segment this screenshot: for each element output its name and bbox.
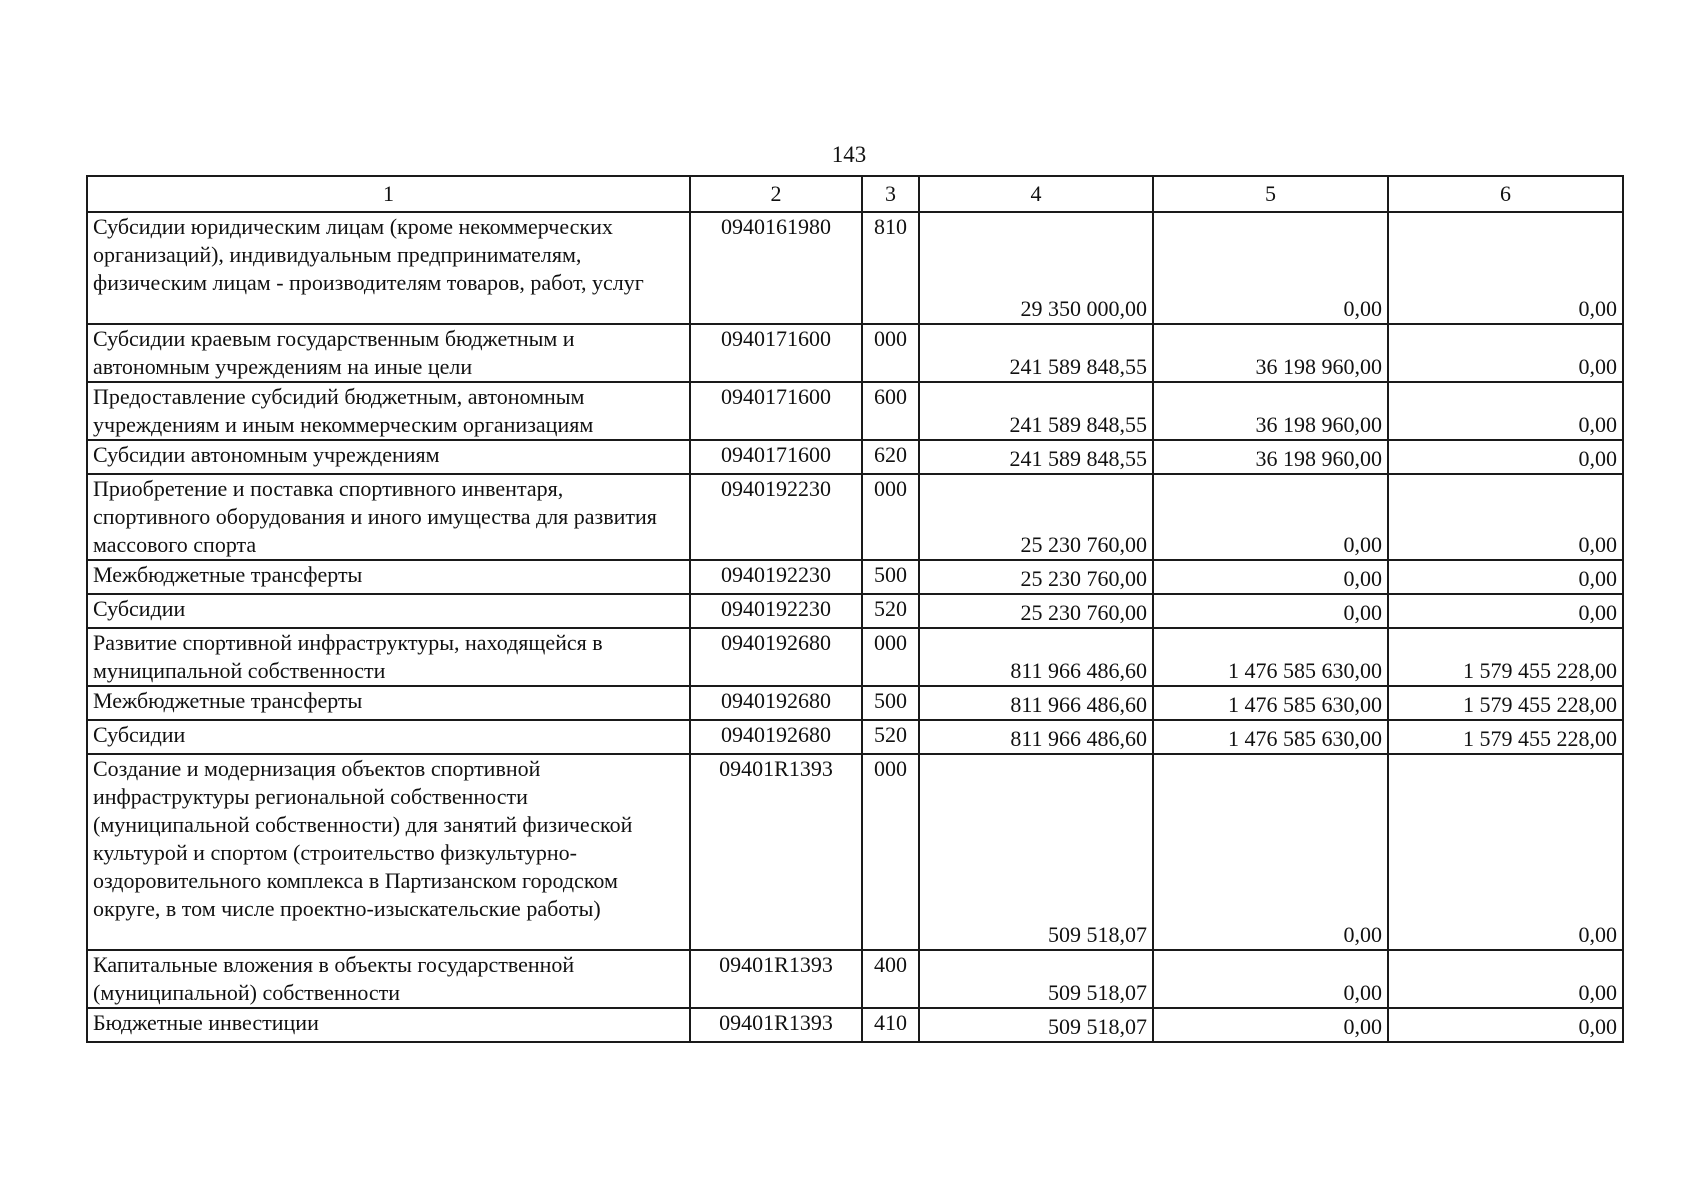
row-value-col6: 0,00 [1388,594,1623,628]
row-value-col6: 1 579 455 228,00 [1388,720,1623,754]
header-col-1: 1 [87,176,690,212]
table-row [87,440,1623,474]
header-col-5: 5 [1153,176,1388,212]
row-type: 000 [862,754,919,950]
row-type: 520 [862,720,919,754]
table-body [87,176,1623,1042]
row-name: Межбюджетные трансферты [87,560,690,594]
table-row [87,1008,1623,1042]
row-value-col6: 0,00 [1388,950,1623,1008]
row-value-col6: 0,00 [1388,382,1623,440]
row-code: 0940192680 [690,720,862,754]
row-value-col4: 25 230 760,00 [919,560,1153,594]
row-type: 600 [862,382,919,440]
row-code: 0940171600 [690,324,862,382]
row-code: 0940192680 [690,686,862,720]
row-value-col4: 241 589 848,55 [919,324,1153,382]
header-col-6: 6 [1388,176,1623,212]
row-value-col4: 25 230 760,00 [919,474,1153,560]
row-code: 09401R1393 [690,754,862,950]
row-value-col6: 0,00 [1388,754,1623,950]
row-type: 000 [862,628,919,686]
row-value-col4: 811 966 486,60 [919,686,1153,720]
table-row [87,754,1623,950]
row-value-col5: 0,00 [1153,212,1388,324]
page-number: 143 [831,142,867,167]
row-value-col5: 0,00 [1153,950,1388,1008]
row-code: 09401R1393 [690,950,862,1008]
row-name: Развитие спортивной инфраструктуры, находящейся в муниципальной собственности [87,628,690,686]
row-type: 400 [862,950,919,1008]
row-value-col6: 0,00 [1388,324,1623,382]
table-row [87,474,1623,560]
row-value-col5: 0,00 [1153,594,1388,628]
row-name: Субсидии [87,720,690,754]
row-value-col6: 0,00 [1388,474,1623,560]
row-value-col4: 509 518,07 [919,950,1153,1008]
header-col-3: 3 [862,176,919,212]
table-row [87,686,1623,720]
row-name: Субсидии [87,594,690,628]
row-value-col5: 1 476 585 630,00 [1153,720,1388,754]
row-value-col4: 241 589 848,55 [919,382,1153,440]
row-value-col6: 0,00 [1388,440,1623,474]
row-name: Предоставление субсидий бюджетным, автономным учреждениям и иным некоммерческим организациям [87,382,690,440]
table-row [87,628,1623,686]
row-value-col4: 29 350 000,00 [919,212,1153,324]
table-row [87,950,1623,1008]
row-type: 410 [862,1008,919,1042]
row-value-col5: 0,00 [1153,560,1388,594]
row-value-col6: 0,00 [1388,560,1623,594]
row-value-col5: 0,00 [1153,474,1388,560]
row-code: 0940171600 [690,382,862,440]
row-value-col5: 36 198 960,00 [1153,440,1388,474]
table-row [87,324,1623,382]
row-code: 0940192230 [690,560,862,594]
row-value-col4: 25 230 760,00 [919,594,1153,628]
row-code: 0940192230 [690,474,862,560]
table-row [87,594,1623,628]
table-row [87,212,1623,324]
row-type: 500 [862,560,919,594]
row-type: 000 [862,474,919,560]
row-name: Бюджетные инвестиции [87,1008,690,1042]
row-name: Приобретение и поставка спортивного инвентаря, спортивного оборудования и иного имущества для развития массового спорта [87,474,690,560]
row-name: Межбюджетные трансферты [87,686,690,720]
row-value-col5: 0,00 [1153,754,1388,950]
header-col-2: 2 [690,176,862,212]
header-col-4: 4 [919,176,1153,212]
row-value-col5: 36 198 960,00 [1153,324,1388,382]
row-value-col5: 0,00 [1153,1008,1388,1042]
table-row [87,560,1623,594]
row-value-col6: 1 579 455 228,00 [1388,628,1623,686]
row-code: 0940161980 [690,212,862,324]
row-value-col6: 0,00 [1388,1008,1623,1042]
row-value-col4: 241 589 848,55 [919,440,1153,474]
row-value-col5: 1 476 585 630,00 [1153,686,1388,720]
row-name: Создание и модернизация объектов спортивной инфраструктуры региональной собственности (муниципальной собственности) для занятий физической культурой и спортом (строительство физкультурно-оздоровительного комплекса в Партизанском городском округе, в том числе проектно-изыскательские работы) [87,754,690,950]
row-value-col6: 0,00 [1388,212,1623,324]
budget-table [86,175,1624,1043]
row-type: 000 [862,324,919,382]
row-code: 0940192680 [690,628,862,686]
header-row [87,176,1623,212]
row-value-col5: 36 198 960,00 [1153,382,1388,440]
row-code: 0940192230 [690,594,862,628]
row-value-col5: 1 476 585 630,00 [1153,628,1388,686]
row-name: Капитальные вложения в объекты государственной (муниципальной) собственности [87,950,690,1008]
row-name: Субсидии юридическим лицам (кроме некоммерческих организаций), индивидуальным предпринимателям, физическим лицам - производителям товаров, работ, услуг [87,212,690,324]
table-row [87,382,1623,440]
table-row [87,720,1623,754]
row-value-col4: 811 966 486,60 [919,628,1153,686]
row-value-col4: 509 518,07 [919,1008,1153,1042]
row-type: 810 [862,212,919,324]
row-value-col4: 811 966 486,60 [919,720,1153,754]
row-type: 500 [862,686,919,720]
row-code: 0940171600 [690,440,862,474]
row-value-col6: 1 579 455 228,00 [1388,686,1623,720]
row-name: Субсидии краевым государственным бюджетным и автономным учреждениям на иные цели [87,324,690,382]
row-value-col4: 509 518,07 [919,754,1153,950]
row-type: 520 [862,594,919,628]
row-code: 09401R1393 [690,1008,862,1042]
row-type: 620 [862,440,919,474]
row-name: Субсидии автономным учреждениям [87,440,690,474]
